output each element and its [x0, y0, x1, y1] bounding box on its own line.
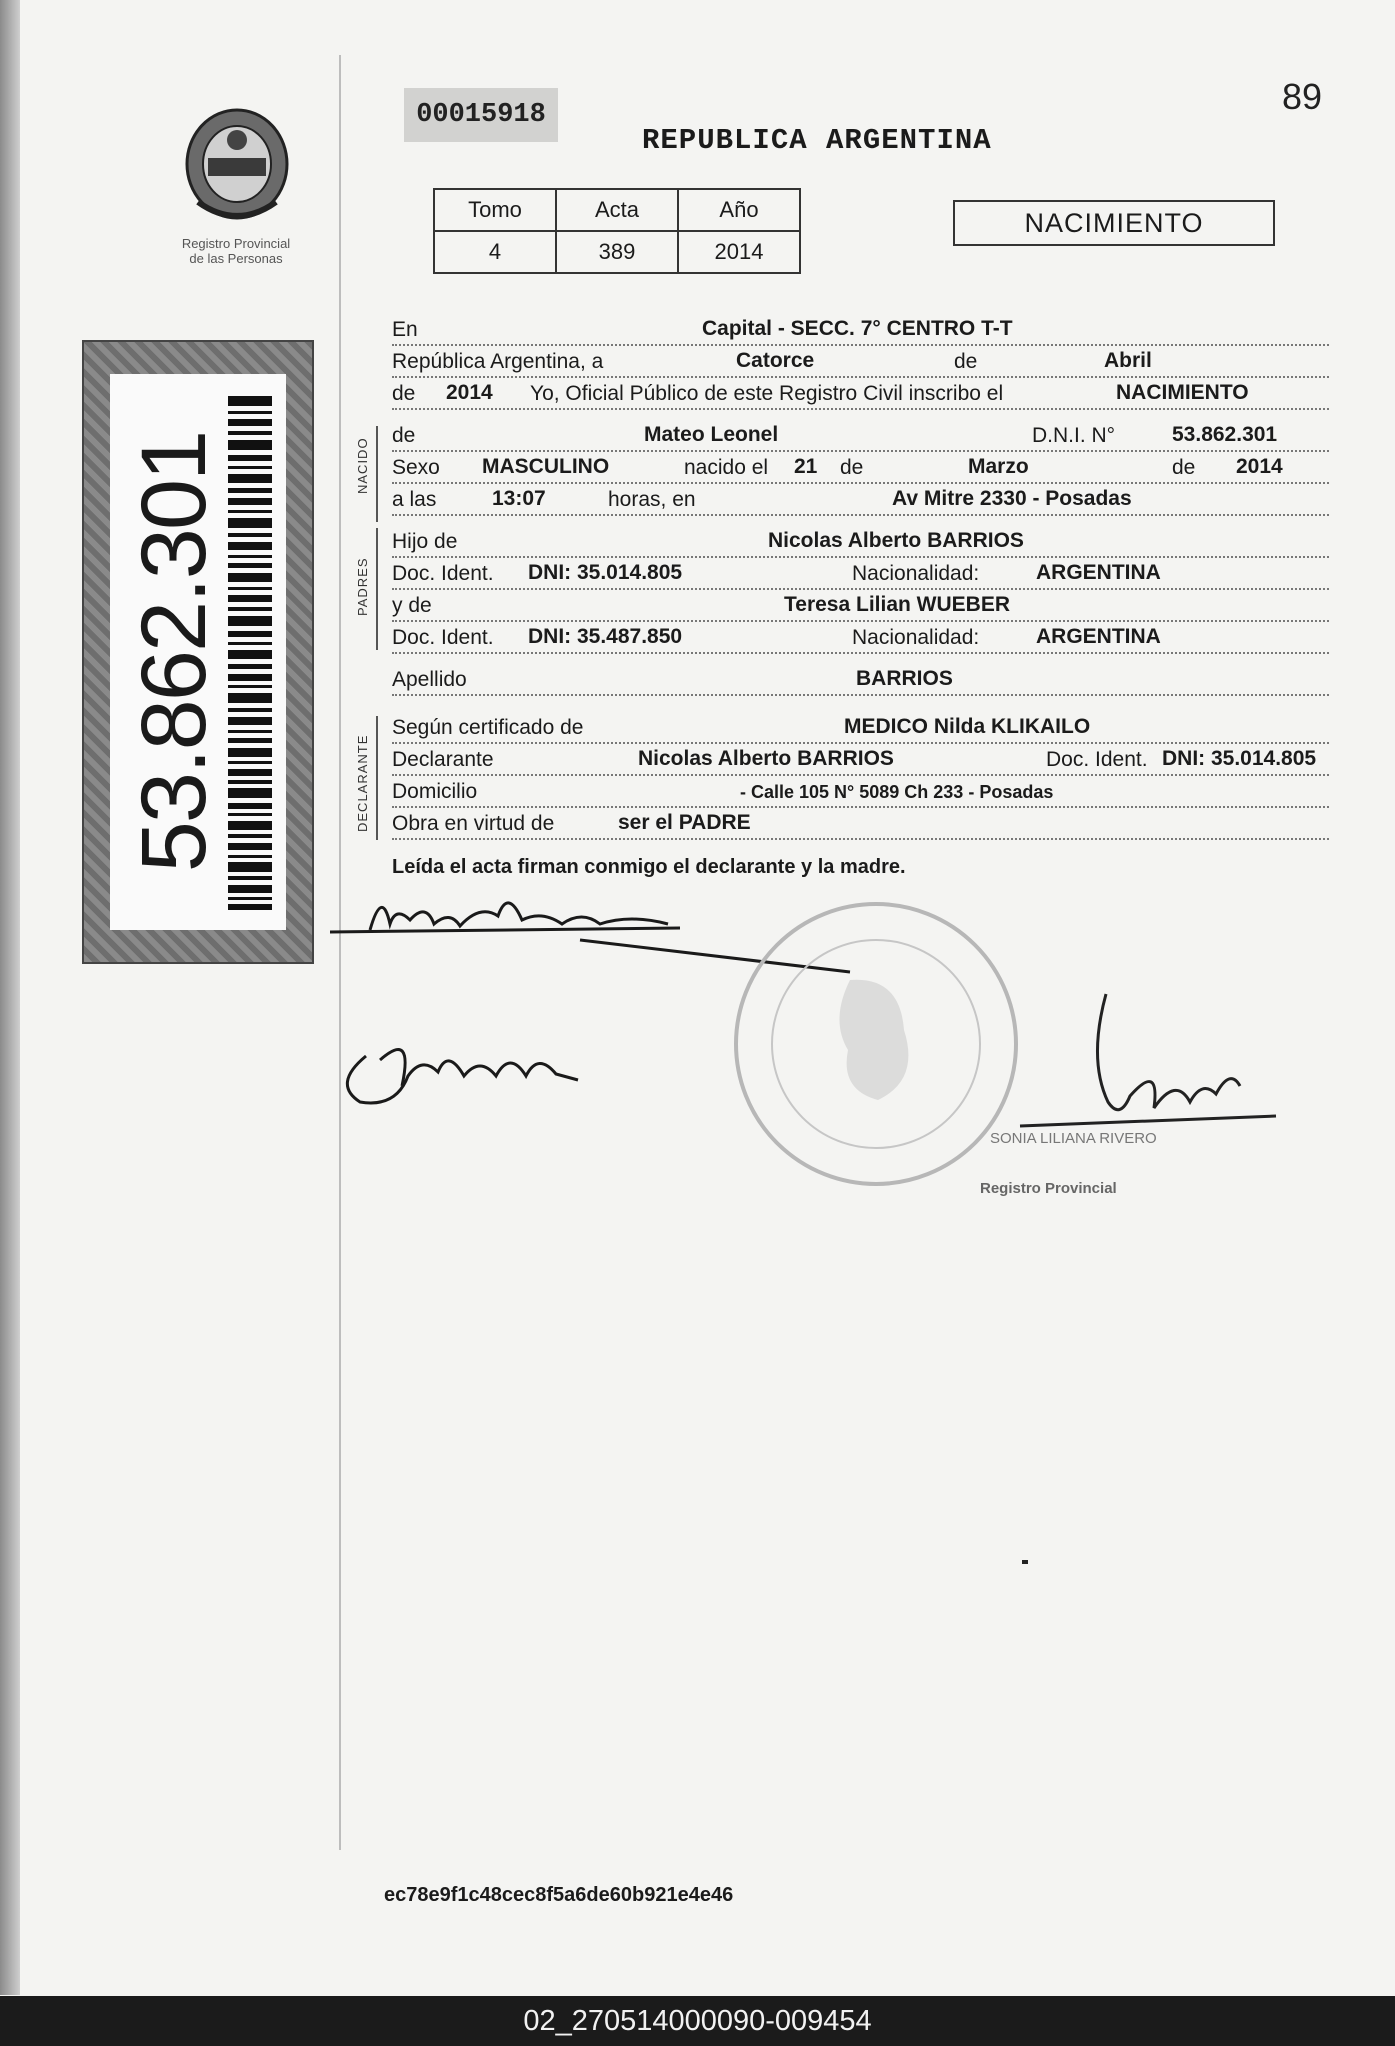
country-title: REPUBLICA ARGENTINA [642, 124, 992, 157]
value-dia-nac: 21 [794, 455, 818, 478]
label-segun: Según certificado de [392, 716, 584, 739]
official-seal-icon [736, 904, 1016, 1184]
footer-code: 02_270514000090-009454 [523, 2004, 872, 2037]
footer-code-bar [0, 1996, 1395, 2046]
value-obra: ser el PADRE [618, 811, 751, 834]
label-en: En [392, 318, 418, 341]
line-anio [392, 378, 1329, 410]
serial-number: 00015918 [404, 88, 558, 142]
document-hash: ec78e9f1c48cec8f5a6de60b921e4e46 [384, 1884, 734, 1906]
label-nacionalidad-madre: Nacionalidad: [852, 626, 980, 649]
line-obra [392, 808, 1329, 840]
scan-edge [0, 0, 20, 1995]
label-nacido-el: nacido el [684, 456, 769, 479]
line-certificado [392, 712, 1329, 744]
value-apellido: BARRIOS [856, 667, 953, 690]
tomo-value: 4 [434, 231, 556, 273]
value-certificado: MEDICO Nilda KLIKAILO [844, 715, 1091, 738]
volume-table [433, 188, 801, 274]
mother-signature-icon [347, 1050, 578, 1103]
label-de-nombre: de [392, 424, 416, 447]
value-padre: Nicolas Alberto BARRIOS [768, 529, 1024, 552]
col-anio: Año [678, 189, 800, 231]
anio-value: 2014 [678, 231, 800, 273]
line-hijo [392, 526, 1329, 558]
official-signature-icon [1020, 994, 1276, 1126]
label-de-anio-nac: de [1172, 456, 1196, 479]
barcode-rotated [118, 382, 278, 922]
line-nombre [392, 420, 1329, 452]
line-en [392, 314, 1329, 346]
section-nacido: NACIDO [355, 437, 370, 494]
line-sexo [392, 452, 1329, 484]
value-doc-declarante: DNI: 35.014.805 [1162, 747, 1317, 770]
value-anio: 2014 [446, 381, 493, 404]
registry-line-2: de las Personas [189, 251, 283, 266]
label-y-de: y de [392, 594, 432, 617]
label-obra: Obra en virtud de [392, 812, 555, 835]
label-sexo: Sexo [392, 456, 440, 479]
value-doc-madre: DNI: 35.487.850 [528, 625, 683, 648]
value-declarante: Nicolas Alberto BARRIOS [638, 747, 894, 770]
label-hijo-de: Hijo de [392, 530, 458, 553]
line-declarante [392, 744, 1329, 776]
label-doc-declarante: Doc. Ident. [1046, 748, 1148, 771]
value-domicilio: - Calle 105 N° 5089 Ch 233 - Posadas [740, 782, 1054, 802]
value-lugar: Capital - SECC. 7° CENTRO T-T [702, 317, 1013, 340]
label-doc-ident-madre: Doc. Ident. [392, 626, 494, 649]
label-a-las: a las [392, 488, 437, 511]
label-nacionalidad: Nacionalidad: [852, 562, 980, 585]
padres-bracket [376, 528, 378, 650]
label-domicilio: Domicilio [392, 780, 478, 803]
nacido-bracket [376, 426, 378, 522]
acta-value: 389 [556, 231, 678, 273]
value-anio-nac: 2014 [1236, 455, 1283, 478]
page-number: 89 [1282, 76, 1323, 117]
value-inscribo: NACIMIENTO [1116, 381, 1249, 404]
barcode-panel [110, 374, 286, 930]
line-doc-madre [392, 622, 1329, 654]
province-crest-icon [178, 102, 296, 230]
dni-barcode-card [82, 340, 314, 964]
label-de-mes: de [954, 350, 978, 373]
value-madre: Teresa Lilian WUEBER [784, 593, 1010, 616]
declarante-signature-icon [330, 903, 850, 972]
label-declarante: Declarante [392, 748, 494, 771]
volume-table-header [434, 189, 800, 231]
label-oficial: Yo, Oficial Público de este Registro Civil inscribo el [530, 382, 1004, 405]
value-dia: Catorce [736, 349, 815, 372]
line-hora [392, 484, 1329, 516]
label-doc-ident: Doc. Ident. [392, 562, 494, 585]
record-type-box: NACIMIENTO [953, 200, 1275, 246]
value-nac-padre: ARGENTINA [1036, 561, 1161, 584]
line-domicilio [392, 776, 1329, 808]
line-doc-padre [392, 558, 1329, 590]
value-dni: 53.862.301 [1172, 423, 1278, 446]
line-fecha [392, 346, 1329, 378]
label-de-mes-nac: de [840, 456, 864, 479]
volume-table-row [434, 231, 800, 273]
registry-label [150, 236, 322, 266]
line-apellido [392, 664, 1329, 696]
label-republica: República Argentina, a [392, 350, 604, 373]
line-madre [392, 590, 1329, 622]
registry-line-1: Registro Provincial [181, 236, 291, 251]
value-hora: 13:07 [492, 487, 546, 510]
section-declarante: DECLARANTE [355, 734, 370, 832]
value-sexo: MASCULINO [482, 455, 610, 478]
official-name: SONIA LILIANA RIVERO [990, 1130, 1157, 1147]
label-apellido: Apellido [392, 668, 467, 691]
col-acta: Acta [556, 189, 678, 231]
col-tomo: Tomo [434, 189, 556, 231]
label-de-anio: de [392, 382, 416, 405]
speck-mark [1022, 1560, 1028, 1564]
official-role: Registro Provincial [980, 1180, 1117, 1197]
section-padres: PADRES [355, 557, 370, 616]
label-dni: D.N.I. N° [1032, 424, 1116, 447]
value-mes: Abril [1104, 349, 1152, 372]
value-mes-nac: Marzo [968, 455, 1029, 478]
barcode-icon [228, 394, 272, 910]
label-horas-en: horas, en [608, 488, 696, 511]
value-nombre: Mateo Leonel [644, 423, 779, 446]
value-lugar-nac: Av Mitre 2330 - Posadas [892, 487, 1132, 510]
dni-number: 53.862.301 [123, 431, 225, 873]
value-nac-madre: ARGENTINA [1036, 625, 1161, 648]
signatures-area [330, 880, 1350, 1220]
closing-statement: Leída el acta firman conmigo el declarante y la madre. [392, 856, 906, 878]
value-doc-padre: DNI: 35.014.805 [528, 561, 683, 584]
declarante-bracket [376, 716, 378, 840]
